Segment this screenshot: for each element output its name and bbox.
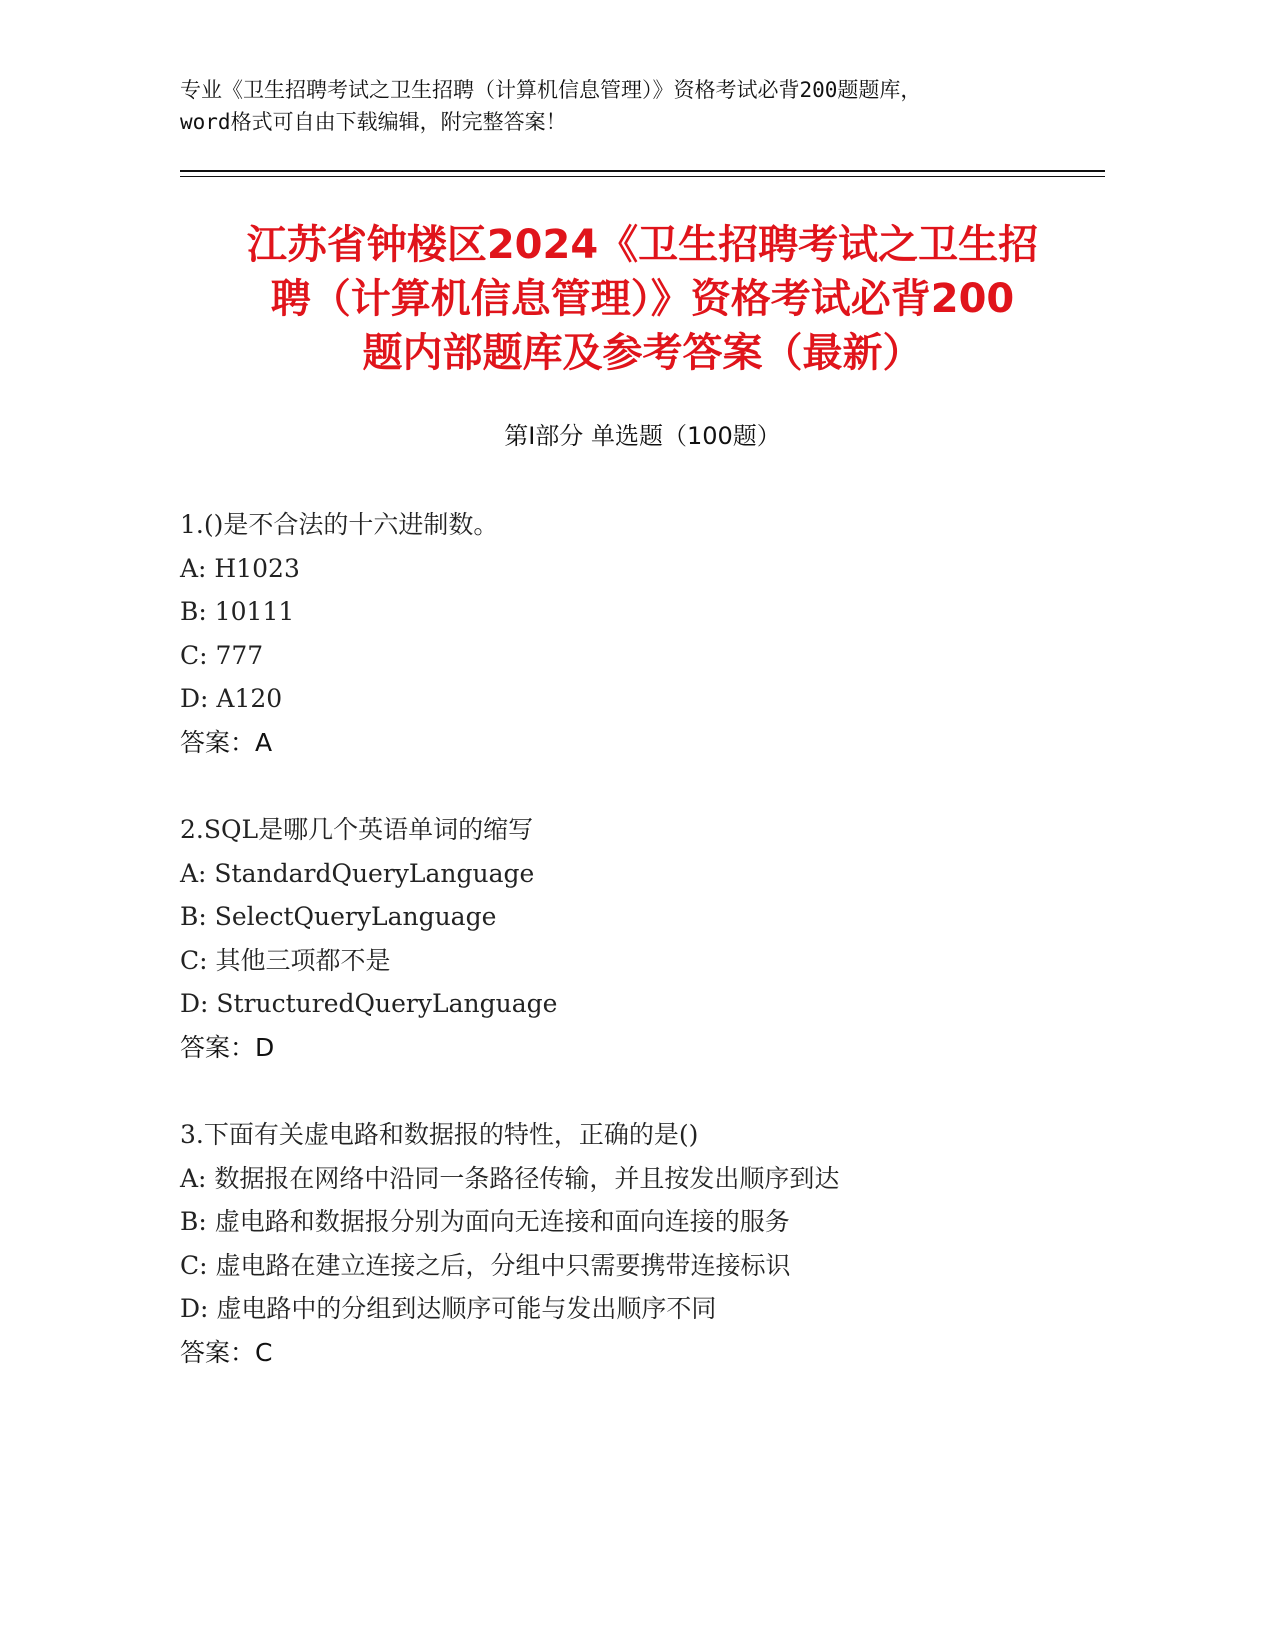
question-stem: 1.()是不合法的十六进制数。 (180, 510, 499, 539)
question-stem: 3.下面有关虚电路和数据报的特性，正确的是() (180, 1120, 699, 1149)
title-line: 题内部题库及参考答案（最新） (362, 330, 923, 376)
answer-line: 答案：C (180, 1337, 273, 1367)
option-a: A: StandardQueryLanguage (180, 858, 535, 888)
option-c: C: 虚电路在建立连接之后，分组中只需要携带连接标识 (180, 1250, 791, 1280)
question-block (180, 808, 1105, 1069)
header-divider-thin (180, 176, 1105, 177)
option-b: B: 虚电路和数据报分别为面向无连接和面向连接的服务 (180, 1207, 790, 1236)
option-c: C: 777 (180, 640, 264, 670)
option-b: B: 10111 (180, 597, 295, 626)
option-d: D: 虚电路中的分组到达顺序可能与发出顺序不同 (180, 1294, 717, 1323)
title-line: 江苏省钟楼区2024《卫生招聘考试之卫生招 (246, 222, 1039, 268)
section-title: 第I部分 单选题（100题） (504, 422, 781, 450)
answer-line: 答案：D (180, 1032, 275, 1062)
option-b: B: SelectQueryLanguage (180, 902, 497, 931)
option-d: D: A120 (180, 684, 283, 713)
question-block (180, 503, 1105, 764)
header-divider-thick (180, 170, 1105, 172)
answer-line: 答案：A (180, 727, 273, 757)
option-a: A: H1023 (180, 553, 300, 583)
option-d: D: StructuredQueryLanguage (180, 989, 558, 1018)
question-stem: 2.SQL是哪几个英语单词的缩写 (180, 815, 534, 844)
option-c: C: 其他三项都不是 (180, 945, 391, 975)
option-a: A: 数据报在网络中沿同一条路径传输，并且按发出顺序到达 (180, 1163, 840, 1193)
question-block (180, 1113, 1105, 1374)
document-title (180, 218, 1105, 380)
header-note-line: word格式可自由下载编辑，附完整答案！ (180, 110, 567, 134)
header-note (180, 74, 1110, 138)
header-note-line: 专业《卫生招聘考试之卫生招聘（计算机信息管理）》资格考试必背200题题库， (180, 78, 922, 102)
title-line: 聘（计算机信息管理）》资格考试必背200 (270, 276, 1015, 322)
